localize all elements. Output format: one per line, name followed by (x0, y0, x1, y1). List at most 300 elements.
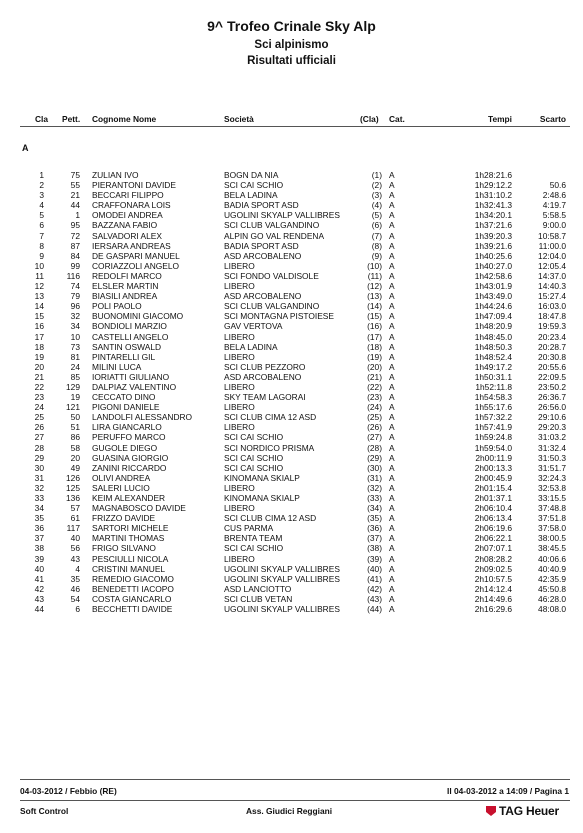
cell-cat: A (389, 422, 395, 433)
cell-pett: 84 (70, 250, 80, 261)
cell-scarto: 2:48.6 (542, 190, 566, 201)
cell-scarto: 38:45.5 (538, 543, 566, 554)
cell-cla: 39 (34, 553, 44, 564)
cell-cla-cat: (11) (367, 270, 382, 281)
cell-cat: A (389, 200, 395, 211)
cell-name: MAGNABOSCO DAVIDE (92, 503, 186, 514)
cell-pett: 129 (66, 381, 80, 392)
cell-cla: 9 (39, 250, 44, 261)
cell-tempi: 2h06:19.6 (474, 523, 512, 534)
cell-cat: A (389, 482, 395, 493)
cell-cla: 20 (34, 361, 44, 372)
cell-name: ZANINI RICCARDO (92, 462, 167, 473)
cell-cla: 34 (34, 503, 44, 514)
cell-cat: A (389, 573, 395, 584)
cell-societa: SCI CAI SCHIO (224, 452, 284, 463)
cell-cat: A (389, 604, 395, 615)
cell-cla: 12 (34, 281, 44, 292)
cell-societa: SCI CAI SCHIO (224, 543, 284, 554)
cell-tempi: 1h39:20.3 (474, 230, 512, 241)
tag-heuer-logo-text: TAG Heuer (499, 804, 559, 818)
cell-cla: 40 (34, 563, 44, 574)
cell-cat: A (389, 563, 395, 574)
cell-cla: 7 (39, 230, 44, 241)
cell-societa: SCI CLUB VETAN (224, 593, 293, 604)
cell-societa: ASD ARCOBALENO (224, 291, 302, 302)
table-row (0, 402, 583, 412)
cell-societa: GAV VERTOVA (224, 321, 283, 332)
cell-societa: SCI CLUB PEZZORO (224, 361, 306, 372)
cell-tempi: 1h50:31.1 (474, 371, 512, 382)
cell-pett: 4 (75, 563, 80, 574)
cell-name: IORIATTI GIULIANO (92, 371, 170, 382)
cell-cla-cat: (32) (367, 482, 382, 493)
cell-scarto: 12:05.4 (538, 260, 566, 271)
cell-name: BIASILI ANDREA (92, 291, 158, 302)
cell-name: REDOLFI MARCO (92, 270, 162, 281)
report-header (0, 18, 583, 69)
cell-cat: A (389, 361, 395, 372)
cell-tempi: 1h57:32.2 (474, 412, 512, 423)
cell-cla: 8 (39, 240, 44, 251)
tag-heuer-shield-icon (486, 806, 496, 816)
cell-cla: 29 (34, 452, 44, 463)
cell-name: PESCIULLI NICOLA (92, 553, 169, 564)
cell-cla-cat: (30) (367, 462, 382, 473)
cell-tempi: 1h39:21.6 (474, 240, 512, 251)
cell-name: OLIVI ANDREA (92, 472, 151, 483)
cell-cla-cat: (22) (367, 381, 382, 392)
cell-name: CECCATO DINO (92, 392, 156, 403)
cell-cla: 22 (34, 381, 44, 392)
cell-cla-cat: (39) (367, 553, 382, 564)
cell-cat: A (389, 513, 395, 524)
cell-cla: 15 (34, 311, 44, 322)
cell-name: OMODEI ANDREA (92, 210, 163, 221)
cell-cla: 25 (34, 412, 44, 423)
cell-tempi: 2h06:22.1 (474, 533, 512, 544)
cell-name: REMEDIO GIACOMO (92, 573, 174, 584)
cell-tempi: 1h57:41.9 (474, 422, 512, 433)
cell-scarto: 20:28.7 (538, 341, 566, 352)
cell-scarto: 32:53.8 (538, 482, 566, 493)
cell-scarto: 31:51.7 (538, 462, 566, 473)
cell-cat: A (389, 442, 395, 453)
table-row (0, 180, 583, 190)
cell-cla-cat: (20) (367, 361, 382, 372)
cell-cla-cat: (24) (367, 402, 382, 413)
cell-societa: SCI NORDICO PRISMA (224, 442, 315, 453)
cell-cla: 17 (34, 331, 44, 342)
cell-name: DE GASPARI MANUEL (92, 250, 180, 261)
cell-scarto: 37:58.0 (538, 523, 566, 534)
cell-cla-cat: (37) (367, 533, 382, 544)
cell-cla-cat: (34) (367, 503, 382, 514)
cell-cat: A (389, 593, 395, 604)
category-label: A (22, 143, 29, 153)
cell-pett: 49 (70, 462, 80, 473)
cell-name: LANDOLFI ALESSANDRO (92, 412, 193, 423)
cell-name: SALERI LUCIO (92, 482, 150, 493)
cell-cat: A (389, 240, 395, 251)
cell-pett: 61 (70, 513, 80, 524)
table-row (0, 503, 583, 513)
cell-pett: 34 (70, 321, 80, 332)
cell-societa: LIBERO (224, 381, 255, 392)
cell-cla: 11 (35, 270, 44, 281)
cell-scarto: 11:00.0 (538, 240, 566, 251)
cell-cla: 18 (34, 341, 44, 352)
cell-cat: A (389, 432, 395, 443)
cell-cla: 24 (34, 402, 44, 413)
cell-cat: A (389, 351, 395, 362)
cell-societa: BADIA SPORT ASD (224, 200, 299, 211)
col-header-pett: Pett. (62, 114, 81, 124)
cell-pett: 79 (70, 291, 80, 302)
cell-scarto: 40:06.6 (538, 553, 566, 564)
cell-tempi: 1h28:21.6 (474, 170, 512, 180)
cell-name: PINTARELLI GIL (92, 351, 156, 362)
cell-cla-cat: (5) (371, 210, 382, 221)
table-row (0, 523, 583, 533)
cell-cat: A (389, 533, 395, 544)
cell-scarto: 37:48.8 (538, 503, 566, 514)
cell-scarto: 29:10.6 (538, 412, 566, 423)
cell-cat: A (389, 260, 395, 271)
cell-cla: 19 (34, 351, 44, 362)
col-header-cat: Cat. (389, 114, 405, 124)
cell-cla: 31 (34, 472, 44, 483)
col-header-tempi: Tempi (487, 114, 512, 124)
cell-tempi: 1h47:09.4 (474, 311, 512, 322)
cell-societa: CUS PARMA (224, 523, 274, 534)
cell-scarto: 20:23.4 (538, 331, 566, 342)
cell-tempi: 1h48:45.0 (474, 331, 512, 342)
table-row (0, 513, 583, 523)
cell-scarto: 46:28.0 (538, 593, 566, 604)
footer-printed: Il 04-03-2012 a 14:09 / Pagina 1 (447, 786, 569, 796)
footer-divider (20, 779, 570, 780)
cell-cat: A (389, 543, 395, 554)
cell-cat: A (389, 291, 395, 302)
cell-cat: A (389, 270, 395, 281)
cell-cla-cat: (41) (367, 573, 382, 584)
cell-scarto: 40:40.9 (538, 563, 566, 574)
col-header-name: Cognome Nome (92, 114, 157, 124)
cell-name: CRAFFONARA LOIS (92, 200, 171, 211)
col-header-societa: Società (224, 114, 254, 124)
cell-pett: 24 (70, 361, 80, 372)
cell-scarto: 20:55.6 (538, 361, 566, 372)
cell-name: ELSLER MARTIN (92, 281, 159, 292)
cell-cat: A (389, 462, 395, 473)
cell-cla-cat: (13) (367, 291, 382, 302)
cell-scarto: 48:08.0 (538, 604, 566, 615)
cell-scarto: 29:20.3 (538, 422, 566, 433)
cell-pett: 54 (70, 593, 80, 604)
cell-pett: 50 (70, 412, 80, 423)
cell-pett: 87 (70, 240, 80, 251)
cell-tempi: 1h31:10.2 (474, 190, 512, 201)
cell-name: BAZZANA FABIO (92, 220, 158, 231)
cell-pett: 46 (70, 583, 80, 594)
footer-software: Soft Control (20, 806, 69, 816)
cell-pett: 74 (70, 281, 80, 292)
cell-pett: 44 (70, 200, 80, 211)
cell-name: MILINI LUCA (92, 361, 142, 372)
cell-pett: 126 (66, 472, 80, 483)
table-header (0, 114, 583, 126)
cell-tempi: 2h00:11.9 (475, 452, 512, 463)
cell-societa: SCI CLUB VALGANDINO (224, 220, 320, 231)
cell-tempi: 1h48:50.3 (474, 341, 512, 352)
cell-pett: 32 (70, 311, 80, 322)
cell-cat: A (389, 250, 395, 261)
cell-cla-cat: (26) (367, 422, 382, 433)
cell-name: CRISTINI MANUEL (92, 563, 166, 574)
cell-cla-cat: (2) (371, 180, 382, 191)
cell-tempi: 2h16:29.6 (474, 604, 512, 615)
cell-name: CASTELLI ANGELO (92, 331, 169, 342)
cell-scarto: 31:32.4 (538, 442, 566, 453)
cell-scarto: 32:24.3 (538, 472, 566, 483)
cell-pett: 95 (70, 220, 80, 231)
cell-pett: 56 (70, 543, 80, 554)
cell-cat: A (389, 281, 395, 292)
cell-cla-cat: (3) (371, 190, 382, 201)
cell-tempi: 1h29:12.2 (474, 180, 512, 191)
cell-tempi: 2h07:07.1 (474, 543, 512, 554)
table-row (0, 483, 583, 493)
footer-judges: Ass. Giudici Reggiani (246, 806, 333, 816)
cell-cla-cat: (16) (367, 321, 382, 332)
cell-name: ZULIAN IVO (92, 170, 139, 180)
cell-pett: 136 (66, 493, 80, 503)
cell-cla: 27 (34, 432, 44, 443)
cell-cat: A (389, 190, 395, 201)
cell-name: BECCARI FILIPPO (92, 190, 164, 201)
table-row (0, 281, 583, 291)
cell-tempi: 2h14:49.6 (474, 593, 512, 604)
table-row (0, 342, 583, 352)
cell-tempi: 2h10:57.5 (474, 573, 512, 584)
cell-cla-cat: (21) (367, 371, 382, 382)
cell-pett: 85 (70, 371, 80, 382)
cell-scarto: 9:00.0 (542, 220, 566, 231)
cell-scarto: 16:03.0 (538, 301, 566, 312)
table-row (0, 251, 583, 261)
cell-societa: LIBERO (224, 422, 255, 433)
table-row (0, 554, 583, 564)
table-row (0, 241, 583, 251)
cell-scarto: 37:51.8 (538, 513, 566, 524)
cell-cat: A (389, 371, 395, 382)
cell-cla: 23 (34, 392, 44, 403)
cell-cla-cat: (12) (367, 281, 382, 292)
col-header-scarto: Scarto (539, 114, 566, 124)
cell-cla: 14 (34, 301, 44, 312)
table-row (0, 352, 583, 362)
cell-cla: 44 (34, 604, 44, 615)
cell-cat: A (389, 230, 395, 241)
cell-tempi: 1h40:25.6 (474, 250, 512, 261)
cell-cat: A (389, 220, 395, 231)
cell-societa: UGOLINI SKYALP VALLIBRES (224, 604, 340, 615)
cell-scarto: 14:37.0 (538, 270, 566, 281)
cell-cla: 43 (34, 593, 44, 604)
cell-name: SANTIN OSWALD (92, 341, 162, 352)
cell-cla: 37 (34, 533, 44, 544)
cell-tempi: 2h14:12.4 (474, 583, 512, 594)
cell-cla: 1 (39, 170, 44, 180)
cell-societa: LIBERO (224, 260, 255, 271)
cell-pett: 6 (75, 604, 80, 615)
cell-name: POLI PAOLO (92, 301, 142, 312)
cell-pett: 43 (70, 553, 80, 564)
cell-cla: 36 (34, 523, 44, 534)
cell-cla-cat: (23) (367, 392, 382, 403)
cell-pett: 1 (75, 210, 80, 221)
cell-societa: ASD ARCOBALENO (224, 371, 302, 382)
cell-pett: 19 (70, 392, 80, 403)
cell-scarto: 50.6 (549, 180, 566, 191)
cell-tempi: 1h48:20.9 (474, 321, 512, 332)
cell-scarto: 38:00.5 (538, 533, 566, 544)
cell-pett: 20 (70, 452, 80, 463)
cell-cat: A (389, 402, 395, 413)
cell-cla: 6 (39, 220, 44, 231)
cell-pett: 57 (70, 503, 80, 514)
cell-societa: BOGN DA NIA (224, 170, 279, 180)
cell-cla-cat: (27) (367, 432, 382, 443)
table-row (0, 291, 583, 301)
cell-scarto: 42:35.9 (538, 573, 566, 584)
cell-tempi: 1h59:24.8 (474, 432, 512, 443)
cell-cla-cat: (36) (367, 523, 382, 534)
cell-tempi: 1h55:17.6 (474, 402, 512, 413)
cell-name: BECCHETTI DAVIDE (92, 604, 173, 615)
cell-cla: 16 (34, 321, 44, 332)
cell-cla: 4 (39, 200, 44, 211)
cell-cla-cat: (7) (371, 230, 382, 241)
cell-name: BUONOMINI GIACOMO (92, 311, 184, 322)
cell-cla: 38 (34, 543, 44, 554)
cell-cla: 41 (34, 573, 44, 584)
cell-cla-cat: (25) (367, 412, 382, 423)
cell-cat: A (389, 553, 395, 564)
cell-scarto: 45:50.8 (538, 583, 566, 594)
table-row (0, 463, 583, 473)
cell-tempi: 1h52:11.8 (475, 381, 512, 392)
cell-tempi: 1h59:54.0 (474, 442, 512, 453)
cell-name: COSTA GIANCARLO (92, 593, 172, 604)
tag-heuer-logo (486, 804, 559, 818)
cell-name: LIRA GIANCARLO (92, 422, 162, 433)
cell-scarto: 4:19.7 (542, 200, 566, 211)
cell-tempi: 2h00:13.3 (474, 462, 512, 473)
cell-tempi: 2h06:10.4 (474, 503, 512, 514)
cell-tempi: 1h34:20.1 (474, 210, 512, 221)
cell-pett: 40 (70, 533, 80, 544)
cell-tempi: 1h49:17.2 (474, 361, 512, 372)
cell-tempi: 1h48:52.4 (474, 351, 512, 362)
cell-societa: LIBERO (224, 351, 255, 362)
cell-pett: 73 (70, 341, 80, 352)
table-row (0, 200, 583, 210)
cell-societa: BELA LADINA (224, 190, 278, 201)
cell-cla-cat: (17) (367, 331, 382, 342)
cell-scarto: 14:40.3 (538, 281, 566, 292)
cell-scarto: 23:50.2 (538, 381, 566, 392)
cell-societa: LIBERO (224, 331, 255, 342)
footer-divider-2 (20, 800, 570, 801)
cell-pett: 116 (66, 270, 80, 281)
cell-scarto: 12:04.0 (538, 250, 566, 261)
cell-pett: 35 (70, 573, 80, 584)
table-row (0, 261, 583, 271)
cell-societa: SCI CLUB VALGANDINO (224, 301, 320, 312)
table-row (0, 372, 583, 382)
table-row (0, 443, 583, 453)
cell-societa: UGOLINI SKYALP VALLIBRES (224, 210, 340, 221)
table-row (0, 574, 583, 584)
table-row (0, 392, 583, 402)
cell-scarto: 10:58.7 (538, 230, 566, 241)
table-row (0, 493, 583, 503)
cell-tempi: 1h43:01.9 (474, 281, 512, 292)
cell-pett: 21 (70, 190, 80, 201)
cell-cla: 2 (39, 180, 44, 191)
cell-societa: LIBERO (224, 281, 255, 292)
cell-cat: A (389, 341, 395, 352)
table-row (0, 311, 583, 321)
cell-scarto: 31:03.2 (538, 432, 566, 443)
cell-name: FRIGO SILVANO (92, 543, 156, 554)
cell-societa: LIBERO (224, 503, 255, 514)
results-table (0, 170, 583, 614)
cell-scarto: 19:59.3 (538, 321, 566, 332)
cell-cat: A (389, 301, 395, 312)
cell-name: PERUFFO MARCO (92, 432, 166, 443)
cell-name: IERSARA ANDREAS (92, 240, 171, 251)
table-row (0, 170, 583, 180)
cell-pett: 86 (70, 432, 80, 443)
cell-tempi: 1h37:21.6 (474, 220, 512, 231)
header-divider (20, 126, 570, 127)
cell-societa: SCI CLUB CIMA 12 ASD (224, 412, 317, 423)
cell-cat: A (389, 493, 395, 503)
cell-societa: BADIA SPORT ASD (224, 240, 299, 251)
cell-cat: A (389, 311, 395, 322)
cell-cla-cat: (14) (367, 301, 382, 312)
cell-cla-cat: (8) (371, 240, 382, 251)
cell-tempi: 2h08:28.2 (474, 553, 512, 564)
table-row (0, 422, 583, 432)
cell-scarto: 18:47.8 (538, 311, 566, 322)
cell-cat: A (389, 523, 395, 534)
cell-cat: A (389, 381, 395, 392)
cell-cla: 3 (39, 190, 44, 201)
cell-pett: 55 (70, 180, 80, 191)
cell-pett: 96 (70, 301, 80, 312)
cell-societa: BRENTA TEAM (224, 533, 283, 544)
cell-pett: 125 (66, 482, 80, 493)
table-row (0, 220, 583, 230)
table-row (0, 271, 583, 281)
cell-cla: 10 (34, 260, 44, 271)
table-row (0, 604, 583, 614)
cell-cla: 28 (34, 442, 44, 453)
